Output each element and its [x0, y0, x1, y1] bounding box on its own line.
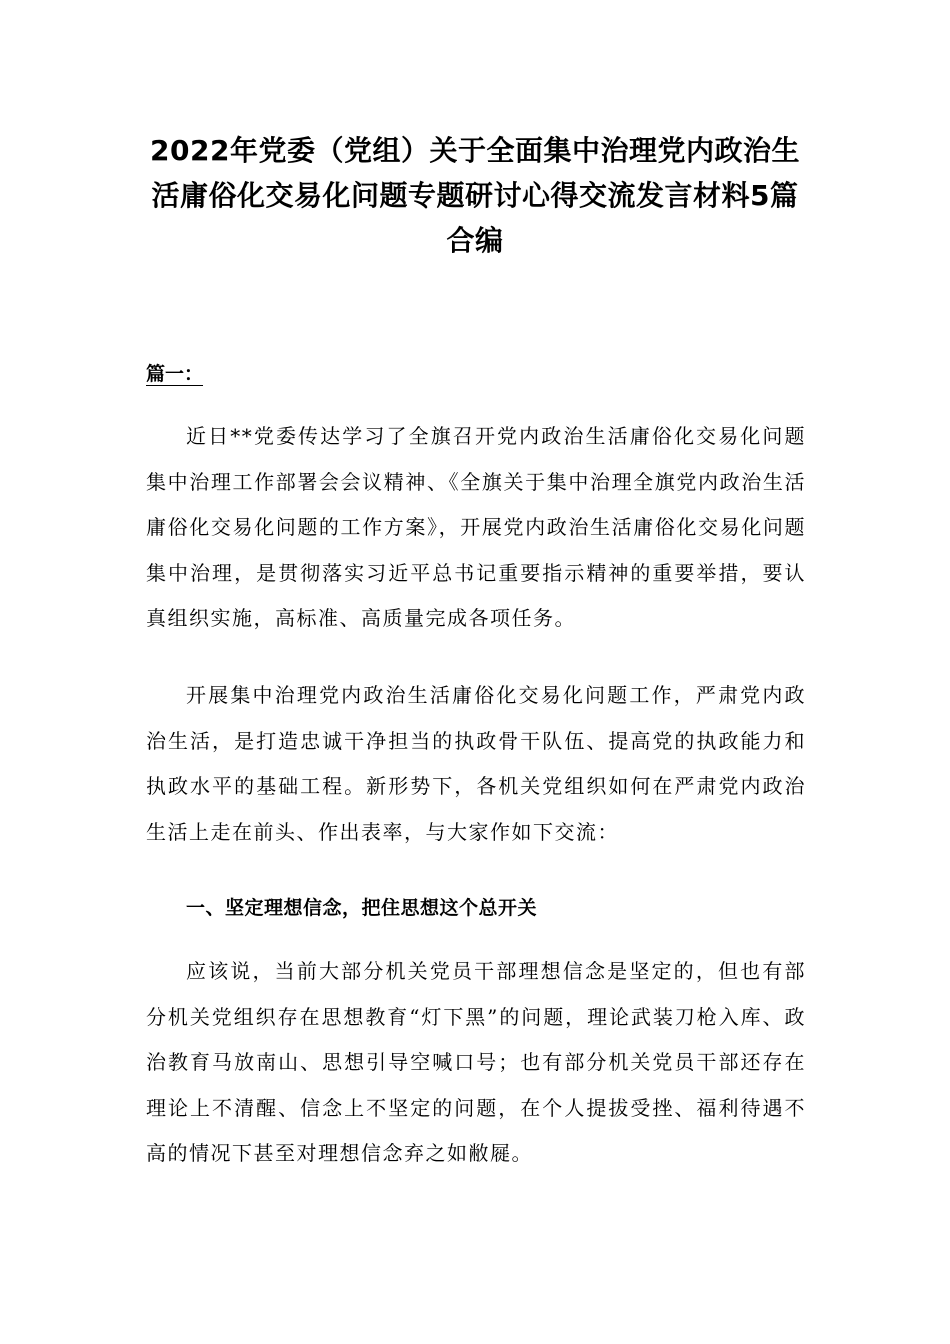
paragraph-2: 开展集中治理党内政治生活庸俗化交易化问题工作，严肃党内政治生活，是打造忠诚干净担当的执政骨干队伍、提高党的执政能力和执政水平的基础工程。新形势下，各机关党组织如何在严肃党内政治生活上走在前头、作出表率，与大家作如下交流： [146, 683, 806, 844]
paragraph-3: 应该说，当前大部分机关党员干部理想信念是坚定的，但也有部分机关党组织存在思想教育“灯下黑”的问题，理论武装刀枪入库、政治教育马放南山、思想引导空喊口号；也有部分机关党员干部还存在理论上不清醒、信念上不坚定的问题，在个人提拔受挫、福利待遇不高的情况下甚至对理想信念弃之如敝屣。 [146, 959, 806, 1165]
section-label: 篇一： [146, 363, 204, 385]
paragraph-1: 近日**党委传达学习了全旗召开党内政治生活庸俗化交易化问题集中治理工作部署会会议精神、《全旗关于集中治理全旗党内政治生活庸俗化交易化问题的工作方案》，开展党内政治生活庸俗化交易化问题集中治理，是贯彻落实习近平总书记重要指示精神的重要举措，要认真组织实施，高标准、高质量完成各项任务。 [146, 424, 806, 630]
section-heading-1: 一、坚定理想信念，把住思想这个总开关 [186, 897, 538, 919]
document-title: 2022年党委（党组）关于全面集中治理党内政治生活庸俗化交易化问题专题研讨心得交流发言材料5篇合编 [150, 134, 800, 257]
